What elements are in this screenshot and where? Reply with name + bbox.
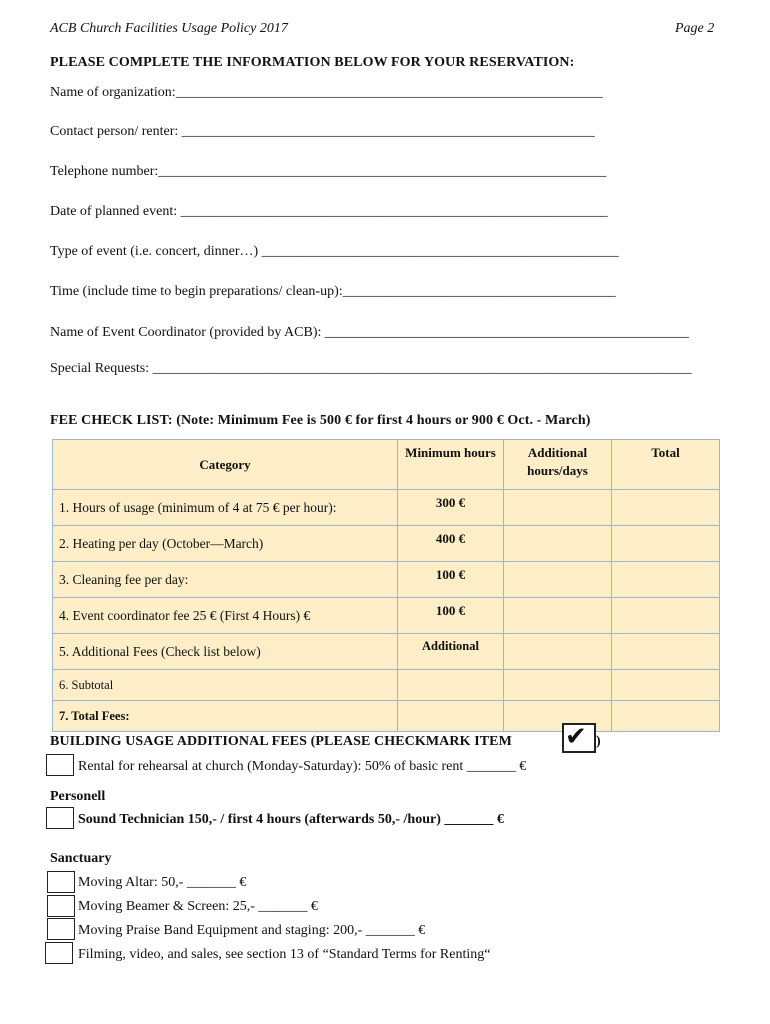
moving-praise-band-item: Moving Praise Band Equipment and staging: 200,- _______ € <box>78 923 426 938</box>
row-minimum[interactable] <box>398 701 504 732</box>
moving-beamer-checkbox[interactable] <box>47 895 75 917</box>
fee-checklist-heading: FEE CHECK LIST: (Note: Minimum Fee is 500 € for first 4 hours or 900 € Oct. - March) <box>50 413 591 428</box>
moving-praise-band-checkbox[interactable] <box>47 918 75 940</box>
additional-fees-heading: BUILDING USAGE ADDITIONAL FEES (PLEASE CHECKMARK ITEM <box>50 734 512 749</box>
table-row <box>53 598 720 634</box>
field-event-coordinator[interactable]: Name of Event Coordinator (provided by ACB): ____________________________________________________ <box>50 325 689 340</box>
moving-beamer-item: Moving Beamer & Screen: 25,- _______ € <box>78 899 318 914</box>
moving-altar-item: Moving Altar: 50,- _______ € <box>78 875 247 890</box>
additional-fees-heading-close: ) <box>596 734 601 749</box>
rehearsal-checkbox[interactable] <box>46 754 74 776</box>
document-title: ACB Church Facilities Usage Policy 2017 <box>50 21 288 36</box>
row-total-input[interactable] <box>612 526 720 562</box>
field-contact-person[interactable]: Contact person/ renter: ___________________________________________________________ <box>50 124 595 139</box>
field-time[interactable]: Time (include time to begin preparations/ clean-up):_______________________________________ <box>50 284 616 299</box>
field-event-type[interactable]: Type of event (i.e. concert, dinner…) ___________________________________________________ <box>50 244 619 259</box>
field-organization-name[interactable]: Name of organization:_____________________________________________________________ <box>50 85 603 100</box>
row-minimum: 300 € <box>398 490 504 526</box>
row-category: 2. Heating per day (October—March) <box>53 526 398 562</box>
fee-table-header <box>53 440 720 490</box>
row-additional-input[interactable] <box>504 490 612 526</box>
row-category: 3. Cleaning fee per day: <box>53 562 398 598</box>
table-row <box>53 634 720 670</box>
column-header-minimum-hours: Minimum hours <box>398 440 504 490</box>
row-total-input[interactable] <box>612 598 720 634</box>
row-additional-input[interactable] <box>504 562 612 598</box>
row-total-input[interactable] <box>612 670 720 701</box>
table-row <box>53 670 720 701</box>
row-minimum: 100 € <box>398 598 504 634</box>
table-row <box>53 526 720 562</box>
row-total-input[interactable] <box>612 490 720 526</box>
example-checkbox <box>562 723 596 753</box>
row-total-input[interactable] <box>612 634 720 670</box>
row-minimum: 100 € <box>398 562 504 598</box>
personell-heading: Personell <box>50 789 106 804</box>
sound-technician-item: Sound Technician 150,- / first 4 hours (afterwards 50,- /hour) _______ € <box>78 812 504 827</box>
fee-table <box>52 439 720 732</box>
row-minimum: 400 € <box>398 526 504 562</box>
filming-checkbox[interactable] <box>45 942 73 964</box>
row-category: 1. Hours of usage (minimum of 4 at 75 € per hour): <box>53 490 398 526</box>
row-category: 7. Total Fees: <box>53 701 398 732</box>
checkmark-icon: ✔ <box>565 722 587 752</box>
table-row <box>53 490 720 526</box>
sound-technician-checkbox[interactable] <box>46 807 74 829</box>
row-additional-input[interactable] <box>504 598 612 634</box>
column-header-category: Category <box>53 440 398 490</box>
row-total-input[interactable] <box>612 701 720 732</box>
field-special-requests[interactable]: Special Requests: _____________________________________________________________________________ <box>50 361 692 376</box>
filming-item: Filming, video, and sales, see section 13 of “Standard Terms for Renting“ <box>78 947 491 962</box>
field-event-date[interactable]: Date of planned event: _____________________________________________________________ <box>50 204 608 219</box>
table-row <box>53 701 720 732</box>
field-telephone[interactable]: Telephone number:________________________________________________________________ <box>50 164 607 179</box>
row-category: 6. Subtotal <box>53 670 398 701</box>
moving-altar-checkbox[interactable] <box>47 871 75 893</box>
column-header-total: Total <box>612 440 720 490</box>
row-additional-input[interactable] <box>504 670 612 701</box>
sanctuary-heading: Sanctuary <box>50 851 112 866</box>
row-category: 5. Additional Fees (Check list below) <box>53 634 398 670</box>
row-category: 4. Event coordinator fee 25 € (First 4 Hours) € <box>53 598 398 634</box>
row-total-input[interactable] <box>612 562 720 598</box>
column-header-additional-hours: Additional hours/days <box>504 440 612 490</box>
row-additional-input[interactable] <box>504 634 612 670</box>
rehearsal-item: Rental for rehearsal at church (Monday-Saturday): 50% of basic rent _______ € <box>78 759 527 774</box>
row-minimum: Additional <box>398 634 504 670</box>
table-row <box>53 562 720 598</box>
row-minimum[interactable] <box>398 670 504 701</box>
row-additional-input[interactable] <box>504 526 612 562</box>
reservation-heading: PLEASE COMPLETE THE INFORMATION BELOW FOR YOUR RESERVATION: <box>50 55 575 70</box>
page-number: Page 2 <box>675 21 715 36</box>
